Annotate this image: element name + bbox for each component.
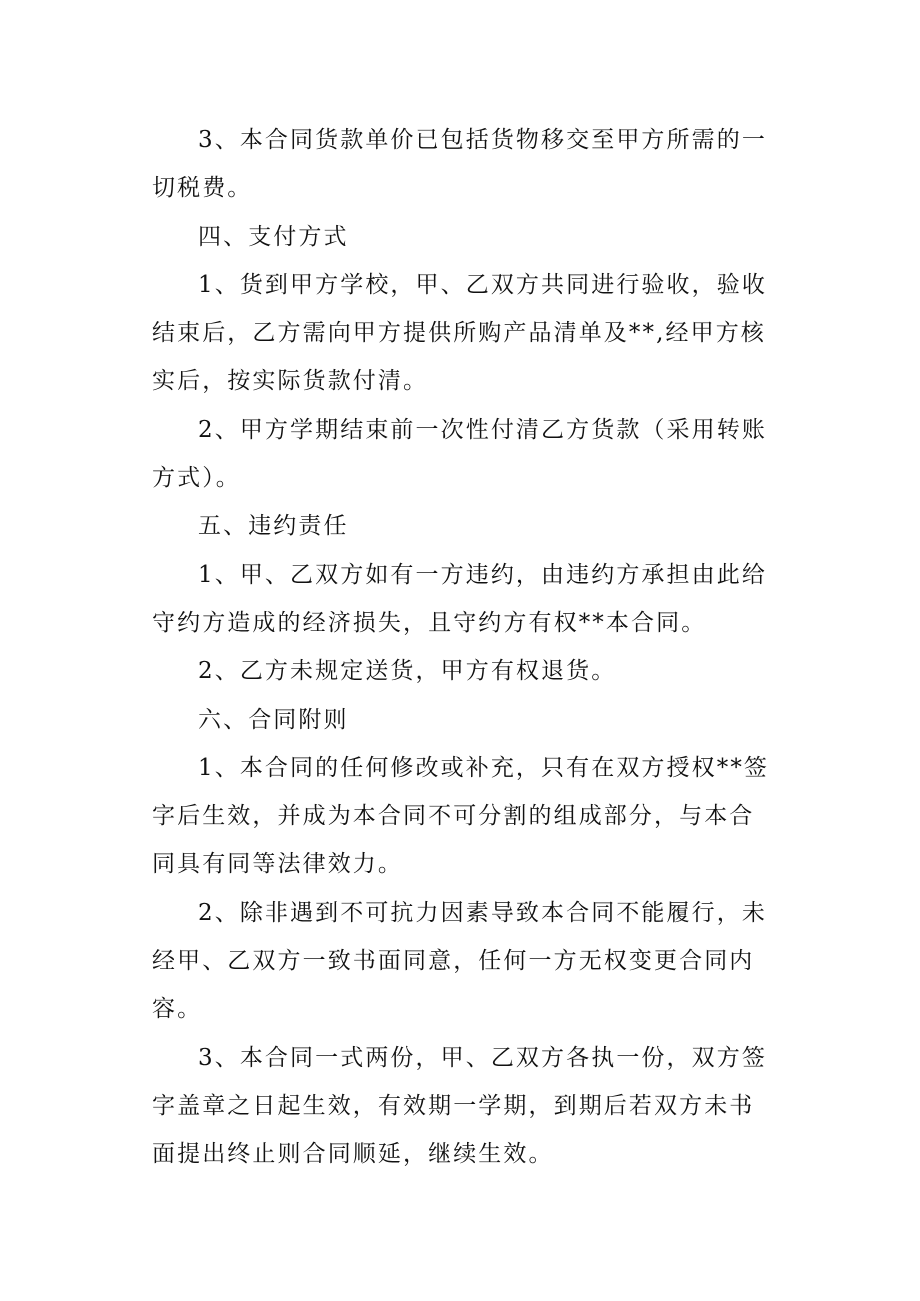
clause-payment-1: 1、货到甲方学校，甲、乙双方共同进行验收，验收结束后，乙方需向甲方提供所购产品清单及**,经甲方核实后，按实际货款付清。 (152, 271, 767, 395)
clause-breach-1: 1、甲、乙双方如有一方违约，由违约方承担由此给守约方造成的经济损失，且守约方有权**本合同。 (152, 561, 767, 636)
clause-payment-2: 2、甲方学期结束前一次性付清乙方货款（采用转账方式）。 (152, 416, 767, 492)
clause-supplementary-2: 2、除非遇到不可抗力因素导致本合同不能履行，未经甲、乙双方一致书面同意，任何一方无权变更合同内容。 (152, 899, 767, 1023)
contract-body (152, 116, 777, 1179)
clause-supplementary-3: 3、本合同一式两份，甲、乙双方各执一份，双方签字盖章之日起生效，有效期一学期，到期后若双方未书面提出终止则合同顺延，继续生效。 (152, 1044, 767, 1168)
clause-supplementary-1: 1、本合同的任何修改或补充，只有在双方授权**签字后生效，并成为本合同不可分割的组成部分，与本合同具有同等法律效力。 (152, 754, 770, 878)
clause-breach-2: 2、乙方未规定送货，甲方有权退货。 (198, 658, 617, 685)
section-heading-supplementary: 六、合同附则 (198, 706, 349, 733)
clause-3-tax-included: 3、本合同货款单价已包括货物移交至甲方所需的一切税费。 (152, 127, 767, 202)
section-heading-payment: 四、支付方式 (198, 223, 349, 250)
section-heading-breach: 五、违约责任 (198, 513, 349, 540)
